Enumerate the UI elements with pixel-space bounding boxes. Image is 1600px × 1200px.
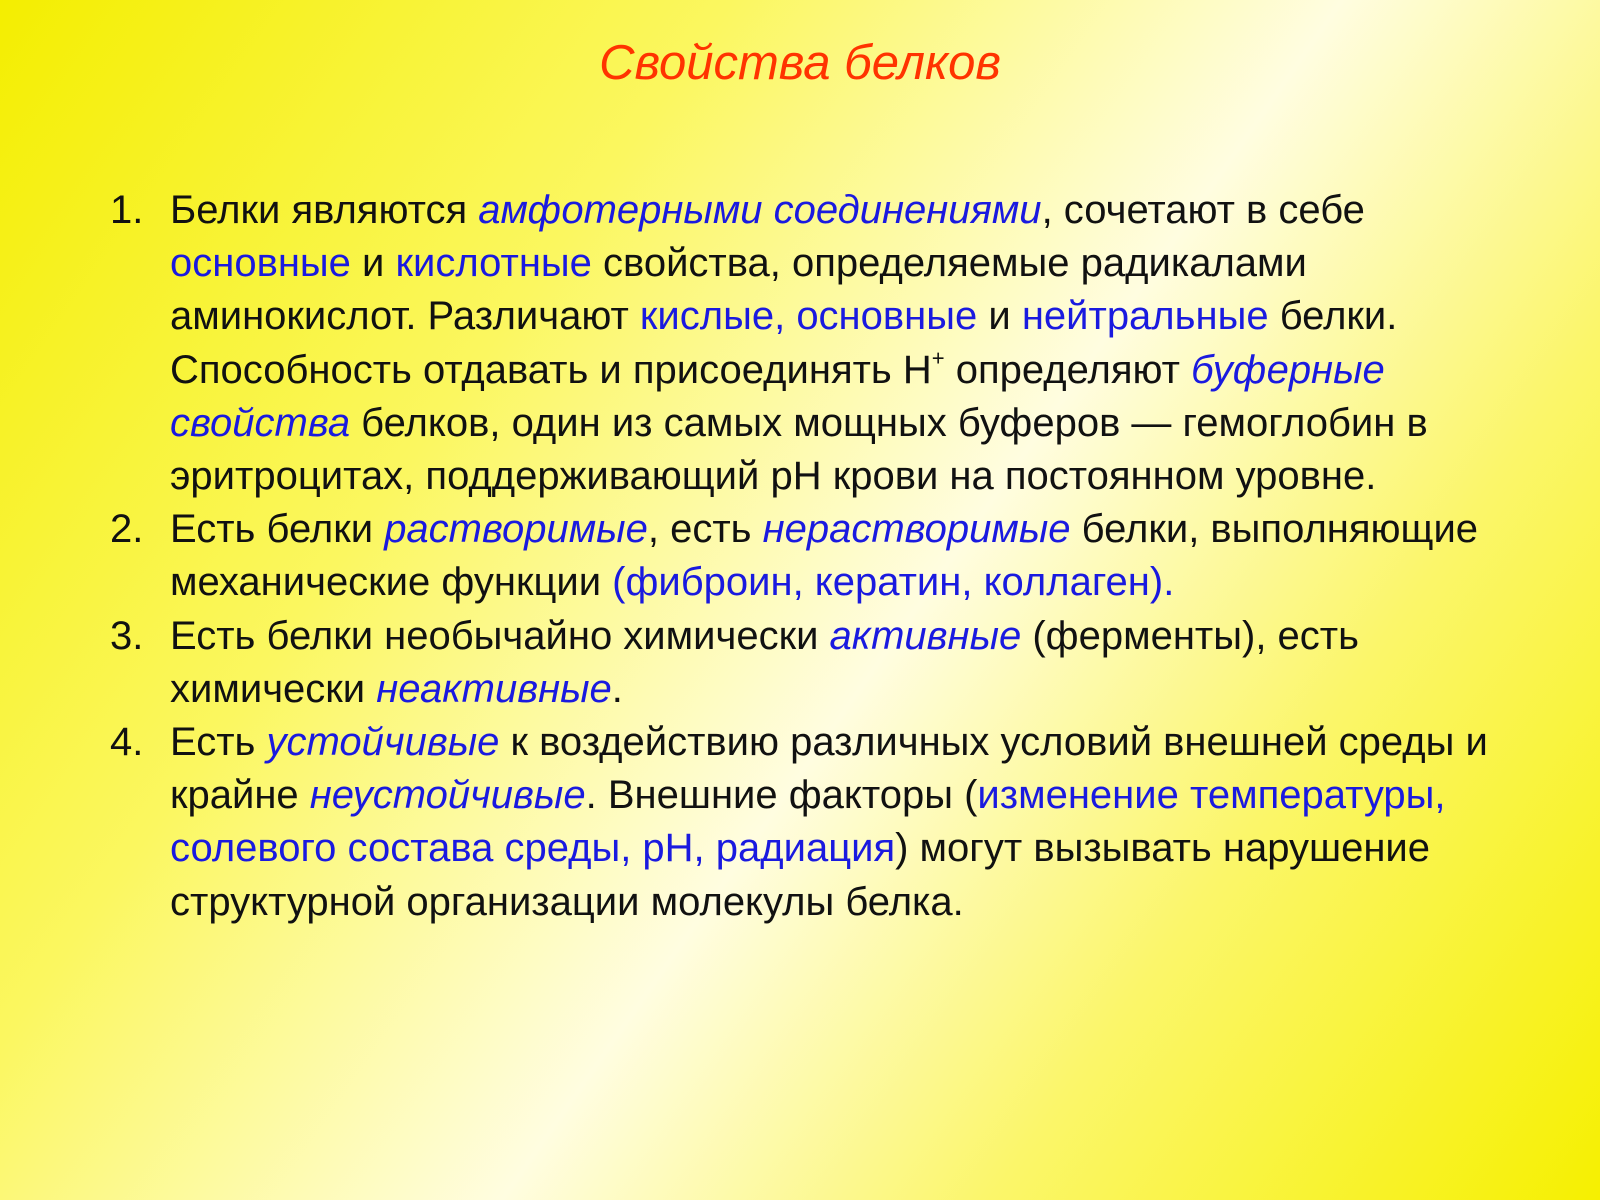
slide-title: Свойства белков <box>599 36 1001 90</box>
highlight-term: (фиброин, кератин, коллаген). <box>612 560 1175 605</box>
text-segment: . <box>611 666 623 711</box>
highlight-term: амфотерными соединениями <box>478 188 1042 232</box>
list-item-2 <box>110 503 1510 609</box>
text-segment: . Внешние факторы ( <box>585 773 978 818</box>
text-segment: определяют <box>944 347 1192 392</box>
list-number: 1. <box>110 188 144 232</box>
list-item-4 <box>110 716 1510 929</box>
item-text <box>170 614 1359 711</box>
superscript-plus: + <box>931 345 945 371</box>
highlight-term: устойчивые <box>266 720 500 765</box>
highlight-term: неустойчивые <box>309 773 586 818</box>
highlight-term: кислотные <box>395 241 592 286</box>
text-segment: ) могут вызывать нарушение структурной организации молекулы белка. <box>170 826 1431 924</box>
properties-list <box>110 184 1510 929</box>
text-segment: (ферменты), есть химически <box>170 613 1359 711</box>
text-segment: белки. Способность отдавать и присоединять Н <box>170 294 1398 392</box>
text-segment: и <box>977 294 1022 339</box>
list-number: 2. <box>110 507 144 552</box>
text-segment: белки, выполняющие механические функции <box>170 507 1479 605</box>
text-segment: Есть белки <box>170 507 385 552</box>
highlight-term: основные <box>170 241 351 286</box>
text-segment: , сочетают в себе <box>1041 188 1365 232</box>
list-number: 3. <box>110 613 144 658</box>
highlight-term: нерастворимые <box>762 507 1071 552</box>
highlight-term: изменение температуры, солевого состава среды, рН, радиация <box>170 773 1446 871</box>
highlight-term: нейтральные <box>1021 294 1269 339</box>
item-text <box>170 188 1428 498</box>
text-segment: свойства, определяемые радикалами аминокислот. Различают <box>170 241 1307 339</box>
text-segment: Есть <box>170 720 267 765</box>
text-segment: Белки являются <box>170 188 479 232</box>
list-number: 4. <box>110 720 144 765</box>
highlight-term: кислые, основные <box>639 294 978 339</box>
text-segment: и <box>350 241 396 286</box>
highlight-term: активные <box>829 613 1022 658</box>
highlight-term: растворимые <box>384 507 648 552</box>
item-text <box>170 507 1478 604</box>
text-segment: Есть белки необычайно химически <box>170 613 830 658</box>
list-item-3 <box>110 610 1510 716</box>
text-segment: белков, один из самых мощных буферов — гемоглобин в эритроцитах, поддерживающий рН крови на постоянном уровне. <box>170 400 1428 499</box>
item-text <box>170 720 1488 924</box>
text-segment: , есть <box>647 507 763 552</box>
highlight-term: буферные свойства <box>170 347 1385 445</box>
highlight-term: неактивные <box>376 666 612 711</box>
text-segment: к воздействию различных условий внешней среды и крайне <box>170 720 1488 818</box>
list-item-1 <box>110 184 1510 503</box>
